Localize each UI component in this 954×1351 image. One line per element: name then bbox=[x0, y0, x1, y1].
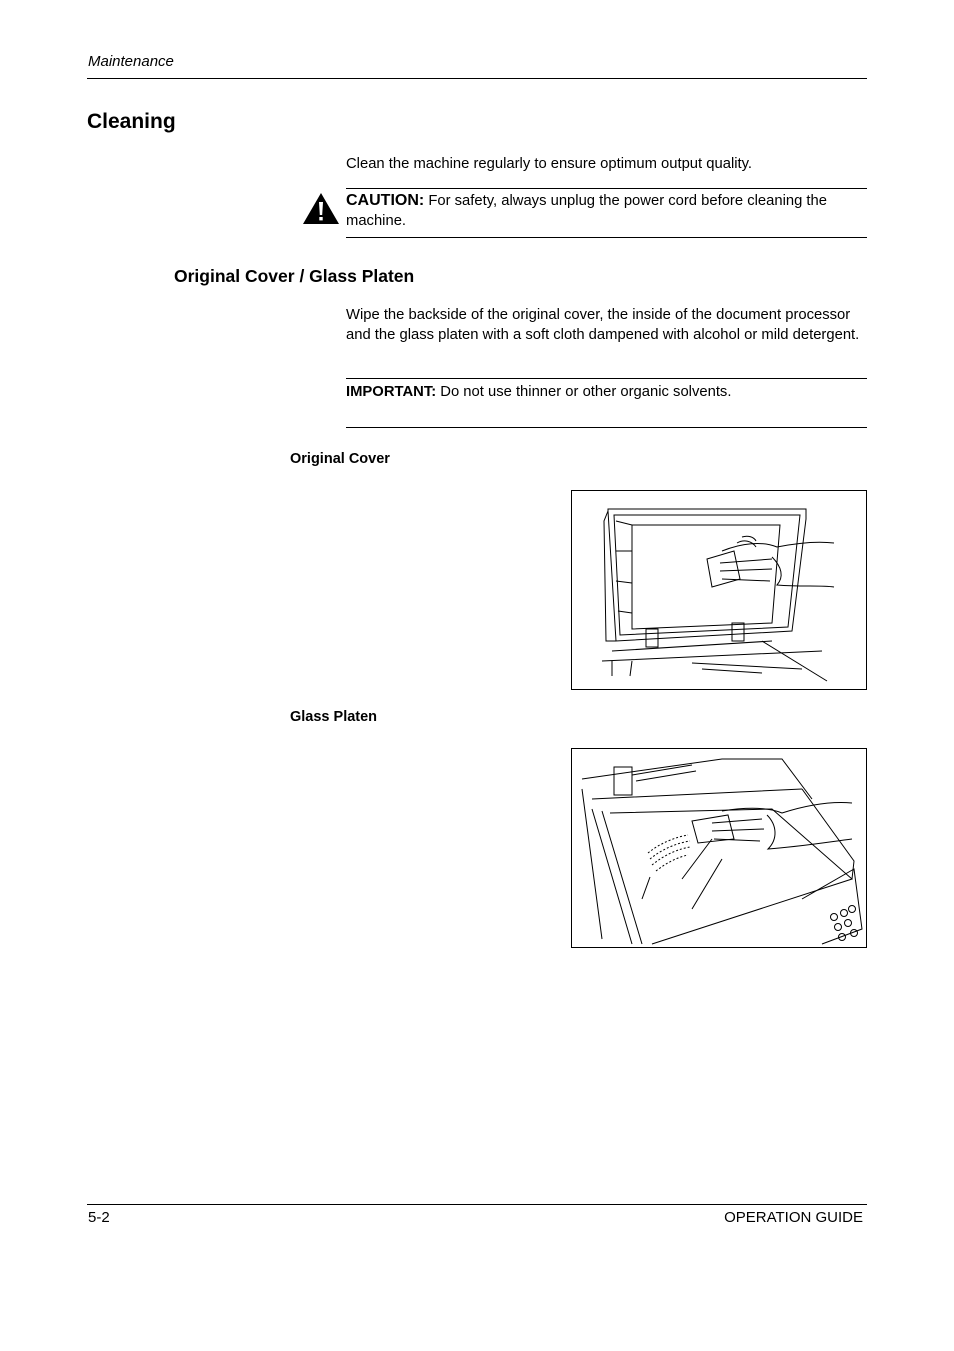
caution-bottom-rule bbox=[346, 237, 867, 238]
original-cover-illustration bbox=[571, 490, 867, 690]
subsection-paragraph: Wipe the backside of the original cover, the inside of the document processor and the glass platen with a soft cloth dampened with alcohol or mild detergent. bbox=[346, 307, 860, 343]
important-label: IMPORTANT: bbox=[346, 384, 437, 400]
glass-platen-illustration bbox=[571, 748, 867, 948]
intro-paragraph: Clean the machine regularly to ensure optimum output quality. bbox=[346, 156, 753, 172]
guide-name: OPERATION GUIDE bbox=[724, 1209, 863, 1226]
important-top-rule bbox=[346, 378, 867, 379]
caution-top-rule bbox=[346, 188, 867, 189]
important-text: Do not use thinner or other organic solvents. bbox=[440, 384, 732, 400]
running-header: Maintenance bbox=[88, 53, 174, 70]
header-rule bbox=[87, 78, 867, 79]
caution-note bbox=[346, 191, 867, 231]
caution-label: CAUTION: bbox=[346, 192, 425, 209]
subsection-title: Original Cover / Glass Platen bbox=[174, 266, 415, 286]
caution-text: For safety, always unplug the power cord before cleaning the machine. bbox=[346, 193, 827, 229]
warning-triangle-icon bbox=[302, 192, 340, 226]
important-bottom-rule bbox=[346, 427, 867, 428]
figure-caption-glass-platen: Glass Platen bbox=[290, 709, 378, 725]
figure-caption-original-cover: Original Cover bbox=[290, 451, 390, 467]
footer-rule bbox=[87, 1204, 867, 1205]
important-note bbox=[346, 382, 867, 402]
page-number: 5-2 bbox=[88, 1209, 110, 1226]
page-title: Cleaning bbox=[87, 110, 176, 133]
